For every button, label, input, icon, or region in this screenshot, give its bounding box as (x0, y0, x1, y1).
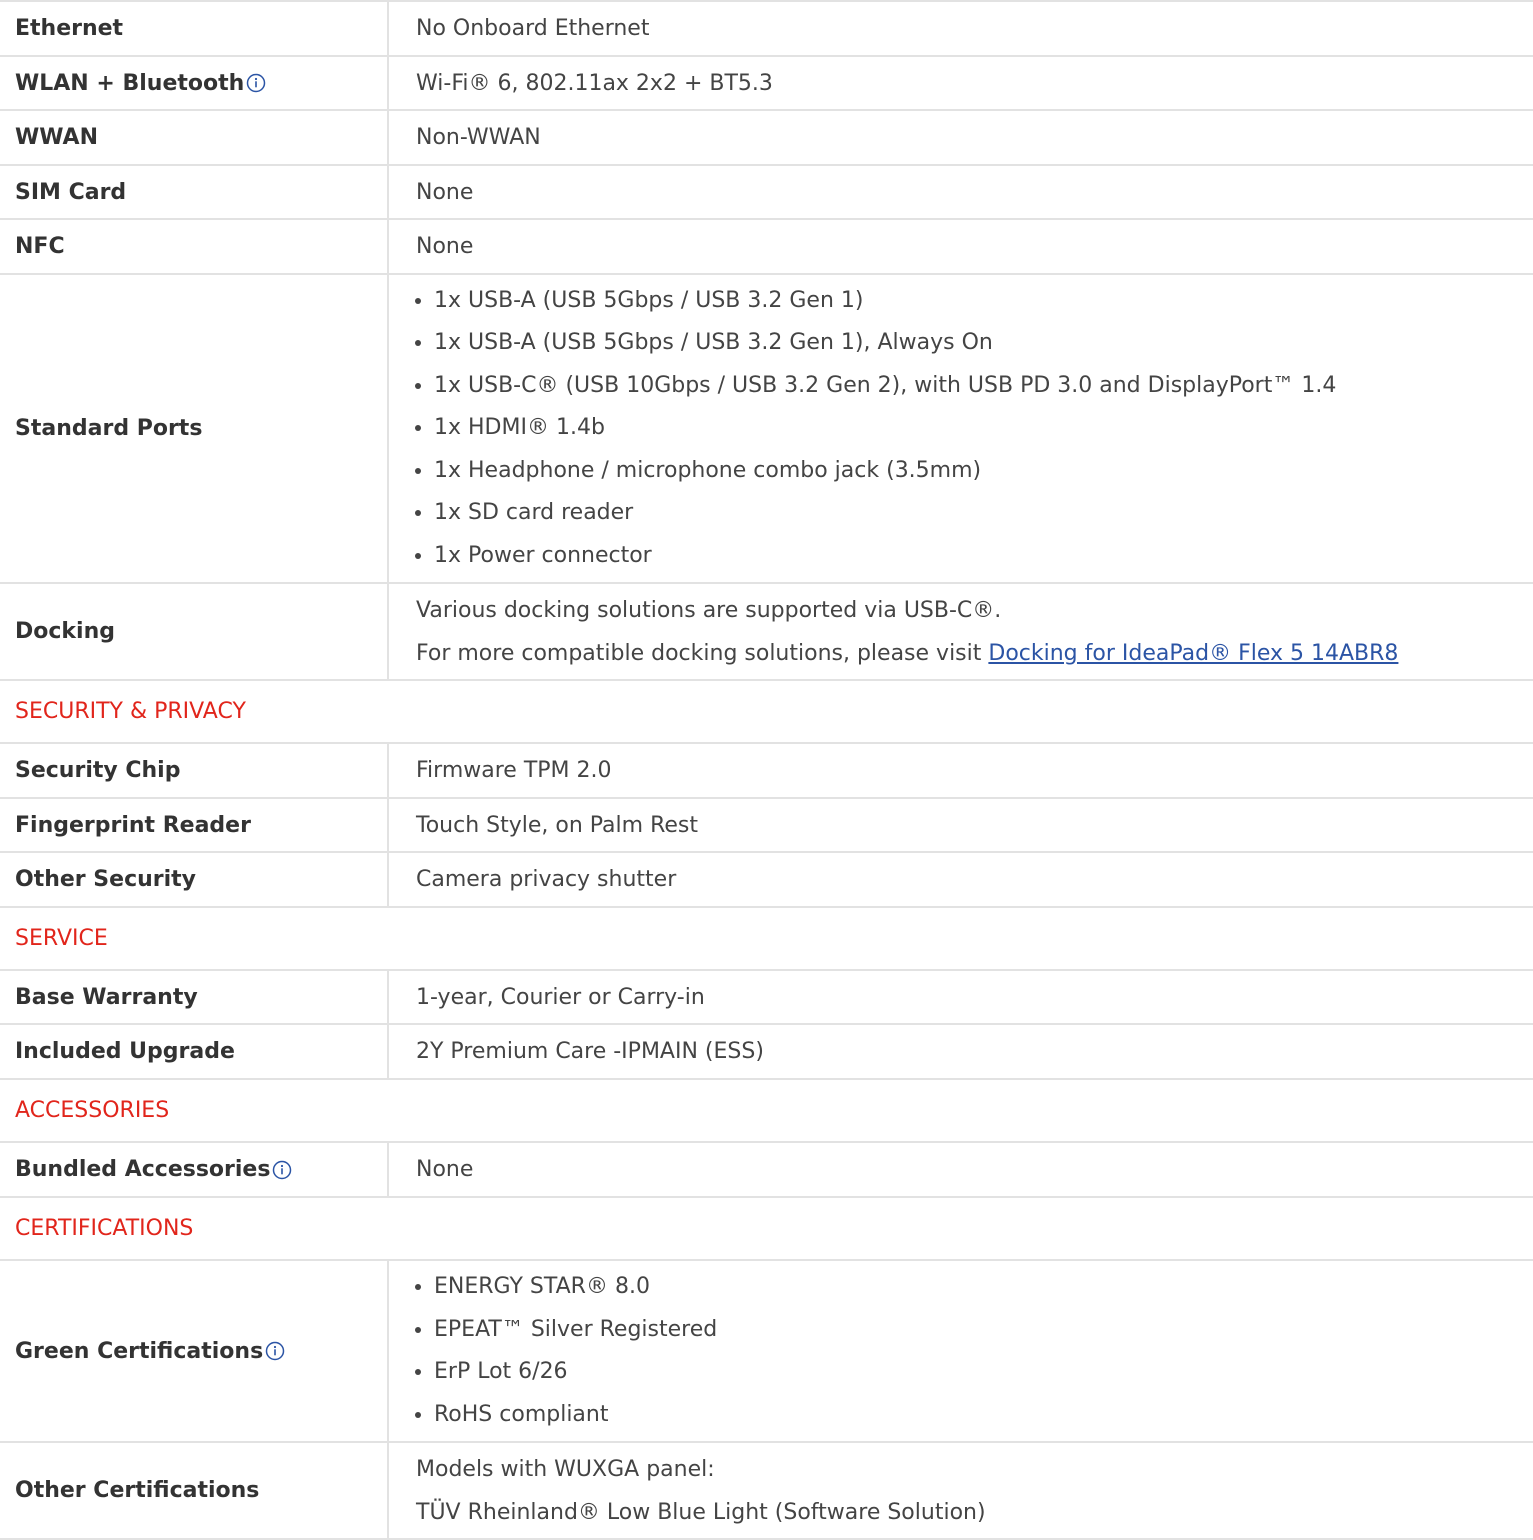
section-heading-service: SERVICE (0, 908, 1533, 971)
spec-row-base-warranty (0, 971, 1533, 1025)
spec-label: WLAN + Bluetooth (15, 70, 245, 96)
section-heading-accessories: ACCESSORIES (0, 1080, 1533, 1143)
spec-row-fingerprint-reader (0, 799, 1533, 853)
spec-label: Standard Ports (0, 275, 389, 582)
spec-value: Wi-Fi® 6, 802.11ax 2x2 + BT5.3 (416, 70, 773, 96)
spec-value: Camera privacy shutter (416, 867, 677, 892)
section-heading-security: SECURITY & PRIVACY (0, 681, 1533, 744)
info-circle-icon[interactable] (265, 1341, 285, 1361)
spec-row-standard-ports (0, 275, 1533, 584)
list-item: • 1x HDMI® 1.4b (434, 407, 1533, 450)
spec-row-other-security (0, 853, 1533, 908)
spec-label: Other Certifications (0, 1443, 389, 1538)
info-circle-icon[interactable] (272, 1160, 292, 1180)
spec-value: None (416, 234, 474, 259)
ports-list (416, 280, 1533, 578)
other-certifications-line-1: Models with WUXGA panel: (416, 1456, 715, 1482)
spec-value: None (416, 1157, 474, 1182)
spec-label: Other Security (0, 853, 389, 906)
spec-row-other-certifications (0, 1443, 1533, 1540)
docking-link[interactable]: Docking for IdeaPad® Flex 5 14ABR8 (988, 640, 1399, 666)
spec-value: Non-WWAN (416, 125, 541, 150)
list-item: • EPEAT™ Silver Registered (434, 1309, 1533, 1352)
list-item: • 1x USB-A (USB 5Gbps / USB 3.2 Gen 1) (434, 280, 1533, 323)
list-item: • 1x SD card reader (434, 492, 1533, 535)
spec-row-security-chip (0, 744, 1533, 799)
other-certifications-line-2: TÜV Rheinland® Low Blue Light (Software Solution) (416, 1499, 986, 1525)
spec-label: Fingerprint Reader (0, 799, 389, 851)
spec-value: Touch Style, on Palm Rest (416, 812, 698, 838)
spec-label: NFC (0, 220, 389, 273)
list-item: • RoHS compliant (434, 1394, 1533, 1437)
spec-row-sim-card (0, 166, 1533, 220)
spec-value: None (416, 179, 474, 205)
spec-value: 2Y Premium Care -IPMAIN (ESS) (416, 1039, 764, 1064)
spec-label: Included Upgrade (0, 1025, 389, 1078)
spec-label: Security Chip (0, 744, 389, 797)
list-item: • ErP Lot 6/26 (434, 1351, 1533, 1394)
info-circle-icon[interactable] (246, 73, 266, 93)
list-item: • 1x Power connector (434, 535, 1533, 578)
spec-row-included-upgrade (0, 1025, 1533, 1080)
spec-row-ethernet (0, 2, 1533, 57)
list-item: • 1x USB-C® (USB 10Gbps / USB 3.2 Gen 2), with USB PD 3.0 and DisplayPort™ 1.4 (434, 365, 1533, 408)
spec-row-wlan-bluetooth (0, 57, 1533, 111)
spec-value: No Onboard Ethernet (416, 16, 650, 41)
spec-label: SIM Card (0, 166, 389, 218)
docking-line-1: Various docking solutions are supported via USB-C®. (416, 597, 1002, 623)
spec-value: Firmware TPM 2.0 (416, 758, 612, 783)
green-certifications-list (416, 1266, 1533, 1436)
spec-value: 1-year, Courier or Carry-in (416, 984, 705, 1010)
spec-label: Ethernet (0, 2, 389, 55)
spec-label: Bundled Accessories (15, 1157, 271, 1182)
spec-row-bundled-accessories (0, 1143, 1533, 1198)
list-item: • 1x Headphone / microphone combo jack (3.5mm) (434, 450, 1533, 493)
list-item: • 1x USB-A (USB 5Gbps / USB 3.2 Gen 1), Always On (434, 322, 1533, 365)
spec-label: Docking (0, 584, 389, 679)
list-item: • ENERGY STAR® 8.0 (434, 1266, 1533, 1309)
spec-row-docking (0, 584, 1533, 681)
spec-row-wwan (0, 111, 1533, 166)
spec-row-green-certifications (0, 1261, 1533, 1443)
spec-label: Green Certifications (15, 1338, 264, 1364)
section-heading-certifications: CERTIFICATIONS (0, 1198, 1533, 1261)
docking-line-2-text: For more compatible docking solutions, please visit (416, 640, 989, 666)
spec-label: WWAN (0, 111, 389, 164)
spec-label: Base Warranty (0, 971, 389, 1023)
spec-row-nfc (0, 220, 1533, 275)
docking-line-2 (416, 632, 1533, 675)
